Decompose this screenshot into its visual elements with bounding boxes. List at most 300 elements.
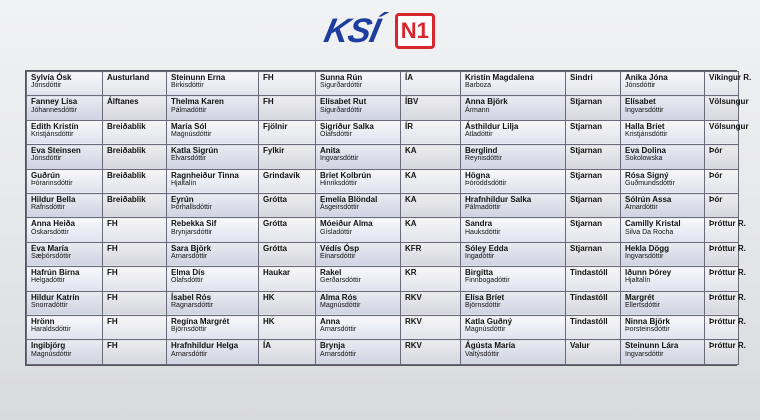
club-cell [103, 72, 167, 96]
player-name-cell [461, 291, 566, 315]
club-cell [103, 194, 167, 218]
player-last-name: Óskarsdóttir [31, 228, 69, 236]
player-first-name: Hrafnhildur Salka [465, 195, 532, 205]
table-row [27, 267, 739, 291]
player-last-name: Helgadóttir [31, 277, 65, 285]
club-name: FH [107, 292, 118, 302]
table-row [27, 169, 739, 193]
club-cell [401, 72, 461, 96]
player-name-cell [461, 194, 566, 218]
player-name-cell [316, 340, 401, 365]
player-first-name: Regína Margrét [171, 317, 230, 327]
club-cell [103, 267, 167, 291]
club-name: Þróttur R. [709, 292, 746, 302]
player-name-cell [27, 218, 103, 242]
club-name: FH [263, 97, 274, 107]
player-first-name: Rebekka Sif [171, 219, 217, 229]
table-row [27, 96, 739, 120]
player-first-name: Halla Bríet [625, 121, 665, 131]
player-last-name: Magnúsdóttir [465, 326, 506, 334]
player-name-cell [461, 340, 566, 365]
player-name-cell [316, 72, 401, 96]
player-last-name: Ingvarsdóttir [625, 253, 664, 261]
club-name: ÍA [263, 341, 271, 351]
player-name-cell [316, 145, 401, 169]
player-last-name: Þórhallsdóttir [171, 204, 212, 212]
club-cell [401, 120, 461, 144]
club-cell [566, 291, 621, 315]
player-first-name: Anna Björk [465, 97, 508, 107]
player-name-cell [621, 218, 705, 242]
club-name: Haukar [263, 268, 291, 278]
player-last-name: Þóroddsdóttir [465, 179, 507, 187]
player-last-name: Elvarsdóttir [171, 155, 207, 163]
club-name: HK [263, 292, 275, 302]
player-name-cell [27, 72, 103, 96]
player-name-cell [27, 145, 103, 169]
player-first-name: Ásthildur Lilja [465, 121, 519, 131]
player-last-name: Hauksdóttir [465, 228, 501, 236]
club-name: ÍR [405, 121, 413, 131]
player-last-name: Arnarsdóttir [171, 350, 208, 358]
club-cell [566, 218, 621, 242]
club-name: Álftanes [107, 97, 139, 107]
club-name: Fjölnir [263, 121, 288, 131]
player-name-cell [461, 169, 566, 193]
player-first-name: Steinunn Lára [625, 341, 679, 351]
club-name: Tindastóll [570, 268, 608, 278]
player-last-name: Björnsdóttir [171, 326, 207, 334]
club-name: Breiðablik [107, 146, 146, 156]
player-name-cell [621, 291, 705, 315]
player-name-cell [461, 218, 566, 242]
table-row [27, 242, 739, 266]
player-name-cell [621, 340, 705, 365]
club-cell [401, 145, 461, 169]
player-first-name: Brynja [320, 341, 345, 351]
club-name: RKV [405, 292, 422, 302]
club-cell [103, 169, 167, 193]
player-name-cell [27, 194, 103, 218]
club-cell [705, 72, 752, 96]
player-last-name: Arnardóttir [625, 204, 658, 212]
player-name-cell [316, 218, 401, 242]
table-row [27, 340, 739, 365]
player-last-name: Reynisdóttir [465, 155, 502, 163]
player-first-name: Camilly Kristal [625, 219, 681, 229]
player-last-name: Jónsdóttir [31, 155, 62, 163]
club-name: FH [263, 73, 274, 82]
player-name-cell [316, 242, 401, 266]
club-name: ÍA [405, 73, 413, 82]
player-last-name: Arnarsdóttir [320, 326, 357, 334]
table-row [27, 120, 739, 144]
player-last-name: Arnarsdóttir [171, 253, 208, 261]
club-cell [103, 218, 167, 242]
player-first-name: Ninna Björk [625, 317, 670, 327]
player-name-cell [316, 96, 401, 120]
player-first-name: Hrafnhildur Helga [171, 341, 239, 351]
player-first-name: Edith Kristín [31, 121, 79, 131]
player-first-name: Katla Sigrún [171, 146, 219, 156]
player-name-cell [316, 169, 401, 193]
n1-logo: N1 [395, 13, 435, 49]
player-name-cell [316, 120, 401, 144]
club-name: Stjarnan [570, 219, 603, 229]
club-cell [259, 242, 316, 266]
club-name: Þróttur R. [709, 243, 746, 253]
club-name: Tindastóll [570, 317, 608, 327]
player-name-cell [167, 267, 259, 291]
club-name: FH [107, 219, 118, 229]
player-last-name: Ingadóttir [465, 253, 495, 261]
player-last-name: Gísladóttir [320, 228, 352, 236]
player-first-name: Sara Björk [171, 243, 212, 253]
player-name-cell [167, 169, 259, 193]
club-cell [705, 120, 749, 144]
club-name: KFR [405, 243, 422, 253]
player-last-name: Þórarinsdóttir [31, 179, 73, 187]
club-name: FH [107, 317, 118, 327]
club-name: Völsungur [709, 121, 749, 131]
player-table [25, 70, 752, 366]
club-cell [259, 218, 316, 242]
club-name: Stjarnan [570, 243, 603, 253]
club-name: FH [107, 243, 118, 253]
club-cell [566, 267, 621, 291]
player-last-name: Atladóttir [465, 131, 493, 138]
table-row [27, 72, 739, 96]
player-first-name: Högna [465, 170, 490, 180]
club-name: Austurland [107, 73, 150, 82]
player-last-name: Arnarsdóttir [320, 350, 357, 358]
club-cell [566, 145, 621, 169]
club-cell [566, 340, 621, 365]
player-last-name: Pálmadóttir [171, 106, 207, 114]
player-name-cell [621, 267, 705, 291]
player-first-name: Rakel [320, 268, 342, 278]
player-first-name: Steinunn Erna [171, 73, 226, 82]
club-cell [259, 316, 316, 340]
player-name-cell [461, 267, 566, 291]
table-body [27, 72, 752, 365]
player-last-name: Gerðarsdóttir [320, 277, 361, 285]
player-first-name: Kristín Magdalena [465, 73, 534, 82]
player-first-name: Eyrún [171, 195, 194, 205]
player-name-cell [27, 267, 103, 291]
player-first-name: Ágústa María [465, 341, 516, 351]
player-first-name: Sigríður Salka [320, 121, 374, 131]
club-name: Breiðablik [107, 121, 146, 131]
club-cell [401, 218, 461, 242]
player-name-cell [167, 96, 259, 120]
player-last-name: Ellertsdóttir [625, 301, 661, 309]
player-name-cell [316, 316, 401, 340]
club-name: Þór [709, 195, 723, 205]
club-cell [103, 96, 167, 120]
player-last-name: Sæþórsdóttir [31, 253, 72, 261]
player-first-name: Elísabet Rut [320, 97, 367, 107]
club-name: Víkingur R. [709, 73, 752, 82]
player-name-cell [27, 291, 103, 315]
player-last-name: Hinriksdóttir [320, 179, 357, 187]
player-first-name: Anika Jóna [625, 73, 668, 82]
player-last-name: Brynjarsdóttir [171, 228, 213, 236]
player-first-name: Ingibjörg [31, 341, 66, 351]
player-name-cell [621, 96, 705, 120]
player-name-cell [167, 72, 259, 96]
player-first-name: Móeiður Alma [320, 219, 373, 229]
player-name-cell [621, 72, 705, 96]
player-last-name: Ólafsdóttir [171, 277, 203, 285]
club-cell [705, 242, 746, 266]
player-name-cell [621, 316, 705, 340]
player-first-name: Bríet Kolbrún [320, 170, 372, 180]
table-row [27, 194, 739, 218]
club-cell [259, 340, 316, 365]
club-name: Grindavík [263, 170, 300, 180]
player-name-cell [167, 291, 259, 315]
player-first-name: Sunna Rún [320, 73, 363, 82]
club-name: Þór [709, 146, 723, 156]
club-name: FH [107, 268, 118, 278]
club-cell [705, 291, 746, 315]
player-last-name: Ásgeirsdóttir [320, 204, 359, 212]
player-last-name: Kristjánsdóttir [625, 131, 668, 138]
player-first-name: Hekla Dögg [625, 243, 670, 253]
club-name: Fylkir [263, 146, 285, 156]
player-first-name: Sólrún Assa [625, 195, 672, 205]
club-cell [705, 145, 739, 169]
player-grid [26, 71, 752, 365]
player-last-name: Ólafsdóttir [320, 131, 352, 138]
player-last-name: Ragnarsdóttir [171, 301, 214, 309]
player-name-cell [167, 242, 259, 266]
club-name: Völsungur [709, 97, 749, 107]
sponsor-logos [0, 10, 760, 52]
player-name-cell [27, 96, 103, 120]
player-name-cell [461, 120, 566, 144]
player-first-name: Hildur Katrín [31, 292, 80, 302]
player-last-name: Þorsteinsdóttir [625, 326, 670, 334]
player-first-name: Alma Rós [320, 292, 357, 302]
table-row [27, 291, 739, 315]
club-cell [705, 194, 739, 218]
club-name: Stjarnan [570, 195, 603, 205]
player-last-name: Björnsdóttir [465, 301, 501, 309]
club-cell [103, 145, 167, 169]
club-name: Stjarnan [570, 121, 603, 131]
club-name: Sindri [570, 73, 593, 82]
player-last-name: Sokolowska [625, 155, 663, 163]
club-name: Þróttur R. [709, 219, 746, 229]
club-name: Breiðablik [107, 170, 146, 180]
player-first-name: Ragnheiður Tinna [171, 170, 239, 180]
player-name-cell [27, 120, 103, 144]
player-first-name: Eva Steinsen [31, 146, 81, 156]
player-name-cell [167, 218, 259, 242]
player-first-name: Thelma Karen [171, 97, 224, 107]
table-row [27, 145, 739, 169]
club-name: RKV [405, 341, 422, 351]
player-first-name: Margrét [625, 292, 655, 302]
club-cell [103, 291, 167, 315]
player-name-cell [316, 194, 401, 218]
club-cell [259, 145, 316, 169]
player-name-cell [167, 145, 259, 169]
club-cell [259, 72, 316, 96]
club-cell [259, 194, 316, 218]
club-cell [566, 169, 621, 193]
player-first-name: Fanney Lísa [31, 97, 78, 107]
player-last-name: Magnúsdóttir [31, 350, 72, 358]
club-name: Grótta [263, 243, 287, 253]
club-name: Þróttur R. [709, 341, 746, 351]
player-first-name: Hildur Bella [31, 195, 76, 205]
player-name-cell [167, 340, 259, 365]
player-last-name: Snorradóttir [31, 301, 68, 309]
player-first-name: Katla Guðný [465, 317, 513, 327]
player-last-name: Magnúsdóttir [171, 131, 212, 138]
club-name: Stjarnan [570, 97, 603, 107]
club-name: KA [405, 146, 417, 156]
club-name: Grótta [263, 219, 287, 229]
player-name-cell [621, 242, 705, 266]
club-name: Þór [709, 170, 723, 180]
player-name-cell [621, 145, 705, 169]
player-first-name: Eva María [31, 243, 69, 253]
player-first-name: Anna [320, 317, 340, 327]
player-name-cell [167, 194, 259, 218]
club-cell [566, 120, 621, 144]
player-name-cell [167, 120, 259, 144]
club-cell [401, 169, 461, 193]
player-first-name: María Sól [171, 121, 207, 131]
ksi-logo: KSÍ [321, 12, 383, 50]
club-name: Breiðablik [107, 195, 146, 205]
club-name: Þróttur R. [709, 268, 746, 278]
player-first-name: Rósa Signý [625, 170, 669, 180]
player-first-name: Hafrún Birna [31, 268, 80, 278]
player-first-name: Sandra [465, 219, 493, 229]
club-name: Grótta [263, 195, 287, 205]
club-name: KR [405, 268, 417, 278]
club-cell [401, 267, 461, 291]
player-first-name: Birgitta [465, 268, 493, 278]
club-name: KA [405, 195, 417, 205]
club-cell [566, 96, 621, 120]
club-name: Stjarnan [570, 170, 603, 180]
player-name-cell [461, 72, 566, 96]
club-cell [705, 218, 746, 242]
player-last-name: Ingvarsdóttir [320, 155, 359, 163]
club-name: FH [107, 341, 118, 351]
club-name: Stjarnan [570, 146, 603, 156]
player-last-name: Sigurðardóttir [320, 106, 363, 114]
club-cell [401, 96, 461, 120]
club-cell [259, 267, 316, 291]
player-last-name: Kristjánsdóttir [31, 131, 74, 138]
player-name-cell [461, 316, 566, 340]
club-cell [705, 267, 746, 291]
player-last-name: Ingvarsdóttir [625, 106, 664, 114]
club-cell [401, 242, 461, 266]
player-first-name: Emelía Blöndal [320, 195, 378, 205]
player-name-cell [27, 169, 103, 193]
player-last-name: Ármann [465, 106, 490, 114]
player-first-name: Hrönn [31, 317, 55, 327]
player-name-cell [316, 267, 401, 291]
club-name: KA [405, 170, 417, 180]
player-name-cell [27, 316, 103, 340]
player-last-name: Jónsdóttir [31, 82, 62, 90]
club-cell [259, 96, 316, 120]
player-name-cell [27, 340, 103, 365]
player-last-name: Silva Da Rocha [625, 228, 674, 236]
club-cell [401, 291, 461, 315]
player-last-name: Valtýsdóttir [465, 350, 500, 358]
club-cell [566, 194, 621, 218]
player-last-name: Hjaltalín [625, 277, 651, 285]
club-cell [705, 316, 746, 340]
player-first-name: Elísabet [625, 97, 656, 107]
player-first-name: Elísa Bríet [465, 292, 505, 302]
player-last-name: Rafnsdóttir [31, 204, 65, 212]
player-last-name: Hjaltalín [171, 179, 197, 187]
player-name-cell [621, 169, 705, 193]
player-first-name: Eva Dolina [625, 146, 666, 156]
club-name: Tindastóll [570, 292, 608, 302]
club-name: HK [263, 317, 275, 327]
club-cell [566, 316, 621, 340]
club-cell [259, 120, 316, 144]
player-first-name: Anita [320, 146, 340, 156]
club-cell [705, 340, 746, 365]
player-first-name: Sylvía Ósk [31, 73, 72, 82]
player-name-cell [461, 242, 566, 266]
club-name: Þróttur R. [709, 317, 746, 327]
club-name: ÍBV [405, 97, 419, 107]
player-first-name: Berglind [465, 146, 498, 156]
table-row [27, 218, 739, 242]
player-last-name: Guðmundsdóttir [625, 179, 675, 187]
club-cell [259, 169, 316, 193]
player-last-name: Ingvarsdóttir [625, 350, 664, 358]
player-name-cell [621, 120, 705, 144]
player-first-name: Anna Heiða [31, 219, 76, 229]
player-last-name: Sigurðardóttir [320, 82, 363, 90]
club-cell [103, 120, 167, 144]
player-last-name: Einarsdóttir [320, 253, 356, 261]
club-cell [566, 72, 621, 96]
club-cell [705, 96, 749, 120]
player-name-cell [167, 316, 259, 340]
player-first-name: Ísabel Rós [171, 292, 212, 302]
club-name: Valur [570, 341, 590, 351]
player-name-cell [27, 242, 103, 266]
player-first-name: Sóley Edda [465, 243, 509, 253]
club-cell [103, 242, 167, 266]
player-last-name: Birkisdóttir [171, 82, 204, 90]
club-cell [401, 340, 461, 365]
player-last-name: Magnúsdóttir [320, 301, 361, 309]
player-name-cell [621, 194, 705, 218]
player-last-name: Finnbogadóttir [465, 277, 510, 285]
club-cell [401, 316, 461, 340]
club-name: RKV [405, 317, 422, 327]
player-first-name: Védís Ósp [320, 243, 360, 253]
player-name-cell [316, 291, 401, 315]
